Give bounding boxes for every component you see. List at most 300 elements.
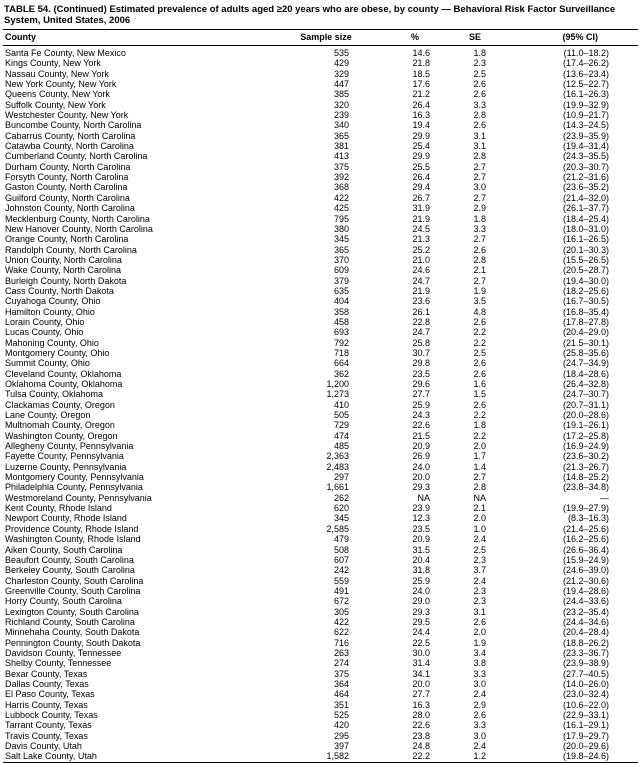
ci-cell: (11.0–18.2) xyxy=(563,48,609,58)
se-cell: 2.2 xyxy=(473,430,486,441)
percent-cell: 20.0 xyxy=(412,472,430,483)
county-cell: Oklahoma County, Oklahoma xyxy=(5,379,123,389)
percent-cell: 24.7 xyxy=(412,275,430,286)
sample-size-cell: 263 xyxy=(333,647,349,658)
table-row xyxy=(3,224,638,234)
county-cell: Travis County, Texas xyxy=(5,730,88,741)
se-cell: 2.5 xyxy=(473,347,486,358)
se-cell: 3.1 xyxy=(473,606,486,617)
ci-cell: (24.7–34.9) xyxy=(562,358,609,369)
percent-cell: 21.8 xyxy=(412,58,430,69)
ci-cell: (19.4–30.0) xyxy=(562,275,609,286)
sample-size-cell: 607 xyxy=(333,554,349,565)
prevalence-table xyxy=(3,30,638,763)
ci-cell: (18.4–25.4) xyxy=(562,213,609,224)
county-cell: Forsyth County, North Carolina xyxy=(5,172,129,183)
table-row xyxy=(3,100,638,110)
sample-size-cell: 479 xyxy=(333,534,349,545)
se-cell: 1.4 xyxy=(473,461,486,472)
percent-cell: 24.0 xyxy=(412,585,430,596)
percent-cell: 30.7 xyxy=(412,347,430,358)
sample-size-cell: 385 xyxy=(333,89,349,100)
sample-size-cell: 368 xyxy=(333,182,349,193)
sample-size-cell: 370 xyxy=(333,254,349,265)
se-cell: 2.9 xyxy=(473,699,486,710)
sample-size-cell: 397 xyxy=(333,741,349,752)
county-cell: Lexington County, South Carolina xyxy=(5,606,139,617)
county-cell: Mahoning County, Ohio xyxy=(5,337,99,348)
table-row xyxy=(3,410,638,420)
se-cell: 2.1 xyxy=(473,265,486,276)
percent-cell: 14.6 xyxy=(412,48,430,58)
ci-cell: (20.7–31.1) xyxy=(562,399,609,410)
ci-cell: (23.9–38.9) xyxy=(562,658,609,669)
percent-cell: 16.3 xyxy=(412,699,430,710)
se-cell: 2.0 xyxy=(473,441,486,452)
table-row xyxy=(3,493,638,503)
se-cell: 3.3 xyxy=(473,720,486,731)
table-row xyxy=(3,131,638,141)
county-cell: Lucas County, Ohio xyxy=(5,327,84,338)
ci-cell: — xyxy=(600,492,609,503)
sample-size-cell: 729 xyxy=(333,420,349,431)
table-row xyxy=(3,658,638,668)
sample-size-cell: 1,200 xyxy=(326,379,349,389)
se-cell: 2.6 xyxy=(473,89,486,100)
ci-cell: (24.4–33.6) xyxy=(562,596,609,607)
sample-size-cell: 474 xyxy=(333,430,349,441)
se-cell: 1.5 xyxy=(473,389,486,400)
county-cell: Guilford County, North Carolina xyxy=(5,192,130,203)
county-cell: Montgomery County, Pennsylvania xyxy=(5,472,144,483)
percent-cell: 31.9 xyxy=(412,203,430,214)
county-cell: Kings County, New York xyxy=(5,58,101,69)
percent-cell: 24.8 xyxy=(412,741,430,752)
ci-cell: (16.2–25.6) xyxy=(562,534,609,545)
ci-cell: (16.1–26.3) xyxy=(562,89,609,100)
county-cell: Salt Lake County, Utah xyxy=(5,751,97,762)
ci-cell: (19.9–32.9) xyxy=(562,99,609,110)
table-row xyxy=(3,79,638,89)
county-cell: Orange County, North Carolina xyxy=(5,234,129,245)
table-row xyxy=(3,472,638,482)
sample-size-cell: 375 xyxy=(333,668,349,679)
sample-size-cell: 420 xyxy=(333,720,349,731)
se-cell: 2.3 xyxy=(473,554,486,565)
ci-cell: (10.6–22.0) xyxy=(562,699,609,710)
table-row xyxy=(3,182,638,192)
county-cell: Lane County, Oregon xyxy=(5,410,91,421)
se-cell: 2.3 xyxy=(473,596,486,607)
se-cell: 2.2 xyxy=(473,337,486,348)
sample-size-cell: 242 xyxy=(333,565,349,576)
ci-cell: (16.1–26.5) xyxy=(562,234,609,245)
percent-cell: 26.7 xyxy=(412,192,430,203)
county-cell: Davis County, Utah xyxy=(5,741,82,752)
ci-cell: (18.8–26.2) xyxy=(562,637,609,648)
percent-cell: 29.0 xyxy=(412,596,430,607)
ci-cell: (15.9–24.9) xyxy=(562,554,609,565)
table-row xyxy=(3,276,638,286)
ci-cell: (19.9–27.9) xyxy=(562,503,609,514)
percent-cell: 26.1 xyxy=(412,306,430,317)
se-cell: 2.8 xyxy=(473,110,486,121)
sample-size-cell: 422 xyxy=(333,192,349,203)
sample-size-cell: 447 xyxy=(333,79,349,90)
sample-size-cell: 362 xyxy=(333,368,349,379)
county-cell: Hamilton County, Ohio xyxy=(5,306,95,317)
ci-cell: (22.9–33.1) xyxy=(562,710,609,720)
sample-size-cell: 351 xyxy=(333,699,349,710)
sample-size-cell: 505 xyxy=(333,410,349,421)
se-cell: 2.0 xyxy=(473,513,486,524)
se-cell: 1.9 xyxy=(473,285,486,296)
sample-size-cell: 305 xyxy=(333,606,349,617)
county-cell: Cleveland County, Oklahoma xyxy=(5,368,122,379)
ci-cell: (24.4–34.6) xyxy=(562,616,609,627)
table-title: TABLE 54. (Continued) Estimated prevalence of adults aged ≥20 years who are obese, by county — Behavioral Risk Factor Surveillance System, United States, 2006 xyxy=(3,2,638,30)
sample-size-cell: 672 xyxy=(333,596,349,607)
table-row xyxy=(3,431,638,441)
percent-cell: 26.4 xyxy=(412,172,430,183)
percent-cell: 22.6 xyxy=(412,420,430,431)
county-cell: Catawba County, North Carolina xyxy=(5,141,134,152)
ci-cell: (16.9–24.9) xyxy=(562,441,609,452)
se-cell: 3.8 xyxy=(473,658,486,669)
sample-size-cell: 718 xyxy=(333,347,349,358)
ci-cell: (26.4–32.8) xyxy=(562,379,609,389)
se-cell: 2.6 xyxy=(473,710,486,720)
sample-size-cell: 340 xyxy=(333,120,349,131)
se-cell: 4.8 xyxy=(473,306,486,317)
percent-cell: 31.8 xyxy=(412,565,430,576)
county-cell: Pennington County, South Dakota xyxy=(5,637,141,648)
county-cell: Queens County, New York xyxy=(5,89,110,100)
ci-cell: (18.4–28.6) xyxy=(562,368,609,379)
ci-cell: (16.1–29.1) xyxy=(562,720,609,731)
table-row xyxy=(3,638,638,648)
county-cell: Multnomah County, Oregon xyxy=(5,420,115,431)
percent-cell: 21.3 xyxy=(412,234,430,245)
table-head xyxy=(3,30,638,46)
table-row xyxy=(3,358,638,368)
se-cell: 3.0 xyxy=(473,678,486,689)
percent-cell: 20.9 xyxy=(412,441,430,452)
sample-size-cell: 458 xyxy=(333,316,349,327)
county-cell: Greenville County, South Carolina xyxy=(5,585,141,596)
table-row xyxy=(3,503,638,513)
county-cell: Washington County, Oregon xyxy=(5,430,118,441)
col-header-sample-size: Sample size xyxy=(299,30,353,46)
county-cell: New Hanover County, North Carolina xyxy=(5,223,153,234)
se-cell: 2.5 xyxy=(473,68,486,79)
county-cell: Charleston County, South Carolina xyxy=(5,575,144,586)
county-cell: Westchester County, New York xyxy=(5,110,129,121)
table-row xyxy=(3,327,638,337)
ci-cell: (23.6–35.2) xyxy=(562,182,609,193)
table-row xyxy=(3,379,638,389)
table-row xyxy=(3,565,638,575)
table-row xyxy=(3,710,638,720)
se-cell: 2.4 xyxy=(473,741,486,752)
table-row xyxy=(3,46,638,59)
county-cell: Cumberland County, North Carolina xyxy=(5,151,148,162)
se-cell: 2.6 xyxy=(473,120,486,131)
percent-cell: 22.6 xyxy=(412,720,430,731)
sample-size-cell: 664 xyxy=(333,358,349,369)
ci-cell: (23.0–32.4) xyxy=(562,689,609,700)
ci-cell: (18.2–25.6) xyxy=(562,285,609,296)
percent-cell: 16.3 xyxy=(412,110,430,121)
ci-cell: (23.6–30.2) xyxy=(562,451,609,462)
county-cell: Philadelphia County, Pennsylvania xyxy=(5,482,143,493)
percent-cell: 22.8 xyxy=(412,316,430,327)
county-cell: Providence County, Rhode Island xyxy=(5,523,139,534)
ci-cell: (20.0–29.6) xyxy=(562,741,609,752)
table-row xyxy=(3,513,638,523)
sample-size-cell: 2,363 xyxy=(326,451,349,462)
ci-cell: (23.9–35.9) xyxy=(562,130,609,141)
col-header-county: County xyxy=(3,30,299,46)
county-cell: Davidson County, Tennessee xyxy=(5,647,122,658)
percent-cell: NA xyxy=(417,492,430,503)
sample-size-cell: 693 xyxy=(333,327,349,338)
percent-cell: 23.8 xyxy=(412,730,430,741)
table-row xyxy=(3,172,638,182)
table-row xyxy=(3,58,638,68)
ci-cell: (20.4–28.4) xyxy=(562,627,609,638)
table-row xyxy=(3,369,638,379)
table-row xyxy=(3,234,638,244)
ci-cell: (20.1–30.3) xyxy=(562,244,609,255)
sample-size-cell: 1,661 xyxy=(326,482,349,493)
table-row xyxy=(3,389,638,399)
percent-cell: 25.4 xyxy=(412,141,430,152)
county-cell: Randolph County, North Carolina xyxy=(5,244,137,255)
sample-size-cell: 2,585 xyxy=(326,523,349,534)
sample-size-cell: 535 xyxy=(333,48,349,58)
table-row xyxy=(3,482,638,492)
table-row xyxy=(3,669,638,679)
percent-cell: 29.6 xyxy=(412,379,430,389)
se-cell: 3.3 xyxy=(473,223,486,234)
se-cell: 2.2 xyxy=(473,327,486,338)
se-cell: 2.8 xyxy=(473,482,486,493)
ci-cell: (19.4–31.4) xyxy=(562,141,609,152)
se-cell: 2.6 xyxy=(473,244,486,255)
county-cell: Horry County, South Carolina xyxy=(5,596,122,607)
se-cell: 1.9 xyxy=(473,637,486,648)
ci-cell: (20.3–30.7) xyxy=(562,161,609,172)
county-cell: Santa Fe County, New Mexico xyxy=(5,48,126,58)
table-row xyxy=(3,286,638,296)
se-cell: 1.7 xyxy=(473,451,486,462)
sample-size-cell: 239 xyxy=(333,110,349,121)
county-cell: Westmoreland County, Pennsylvania xyxy=(5,492,152,503)
se-cell: 1.0 xyxy=(473,523,486,534)
se-cell: 3.4 xyxy=(473,647,486,658)
county-cell: Buncombe County, North Carolina xyxy=(5,120,142,131)
percent-cell: 25.9 xyxy=(412,575,430,586)
se-cell: 2.3 xyxy=(473,585,486,596)
se-cell: 2.7 xyxy=(473,472,486,483)
table-row xyxy=(3,576,638,586)
percent-cell: 27.7 xyxy=(412,389,430,400)
percent-cell: 25.5 xyxy=(412,161,430,172)
se-cell: 2.6 xyxy=(473,368,486,379)
col-header-percent: % xyxy=(353,30,433,46)
county-cell: Clackamas County, Oregon xyxy=(5,399,115,410)
percent-cell: 29.5 xyxy=(412,616,430,627)
table-header-row xyxy=(3,30,638,46)
ci-cell: (19.1–26.1) xyxy=(562,420,609,431)
percent-cell: 29.9 xyxy=(412,151,430,162)
percent-cell: 25.8 xyxy=(412,337,430,348)
table-row xyxy=(3,741,638,751)
table-row xyxy=(3,596,638,606)
table-row xyxy=(3,245,638,255)
county-cell: Kent County, Rhode Island xyxy=(5,503,112,514)
table-row xyxy=(3,524,638,534)
sample-size-cell: 392 xyxy=(333,172,349,183)
table-row xyxy=(3,214,638,224)
percent-cell: 29.3 xyxy=(412,482,430,493)
sample-size-cell: 345 xyxy=(333,234,349,245)
ci-cell: (23.2–35.4) xyxy=(562,606,609,617)
ci-cell: (20.0–28.6) xyxy=(562,410,609,421)
percent-cell: 21.9 xyxy=(412,213,430,224)
table-row xyxy=(3,162,638,172)
se-cell: 2.7 xyxy=(473,275,486,286)
ci-cell: (17.9–29.7) xyxy=(562,730,609,741)
county-cell: El Paso County, Texas xyxy=(5,689,95,700)
table-row xyxy=(3,317,638,327)
sample-size-cell: 792 xyxy=(333,337,349,348)
ci-cell: (15.5–26.5) xyxy=(562,254,609,265)
percent-cell: 18.5 xyxy=(412,68,430,79)
county-cell: Richland County, South Carolina xyxy=(5,616,135,627)
table-body xyxy=(3,46,638,763)
county-cell: New York County, New York xyxy=(5,79,117,90)
sample-size-cell: 410 xyxy=(333,399,349,410)
se-cell: 3.1 xyxy=(473,141,486,152)
percent-cell: 17.6 xyxy=(412,79,430,90)
percent-cell: 22.2 xyxy=(412,751,430,762)
ci-cell: (17.2–25.8) xyxy=(562,430,609,441)
percent-cell: 31.4 xyxy=(412,658,430,669)
county-cell: Nassau County, New York xyxy=(5,68,109,79)
percent-cell: 25.2 xyxy=(412,244,430,255)
table-row xyxy=(3,69,638,79)
ci-cell: (17.4–26.2) xyxy=(562,58,609,69)
ci-cell: (24.7–30.7) xyxy=(562,389,609,400)
ci-cell: (18.0–31.0) xyxy=(562,223,609,234)
sample-size-cell: 381 xyxy=(333,141,349,152)
table-row xyxy=(3,400,638,410)
percent-cell: 29.8 xyxy=(412,358,430,369)
se-cell: 1.8 xyxy=(473,213,486,224)
county-cell: Lorain County, Ohio xyxy=(5,316,85,327)
se-cell: 1.2 xyxy=(473,751,486,762)
county-cell: Luzerne County, Pennsylvania xyxy=(5,461,127,472)
table-row xyxy=(3,441,638,451)
county-cell: Tulsa County, Oklahoma xyxy=(5,389,104,400)
se-cell: 2.6 xyxy=(473,316,486,327)
ci-cell: (23.8–34.8) xyxy=(562,482,609,493)
ci-cell: (21.2–31.6) xyxy=(562,172,609,183)
sample-size-cell: 404 xyxy=(333,296,349,307)
ci-cell: (21.4–32.0) xyxy=(562,192,609,203)
county-cell: Suffolk County, New York xyxy=(5,99,106,110)
se-cell: NA xyxy=(473,492,486,503)
county-cell: Mecklenburg County, North Carolina xyxy=(5,213,150,224)
percent-cell: 24.4 xyxy=(412,627,430,638)
se-cell: 2.4 xyxy=(473,534,486,545)
table-row xyxy=(3,451,638,461)
ci-cell: (21.3–26.7) xyxy=(562,461,609,472)
table-row xyxy=(3,586,638,596)
table-row xyxy=(3,151,638,161)
ci-cell: (19.4–28.6) xyxy=(562,585,609,596)
table-row xyxy=(3,141,638,151)
percent-cell: 24.5 xyxy=(412,223,430,234)
county-cell: Aiken County, South Carolina xyxy=(5,544,123,555)
sample-size-cell: 329 xyxy=(333,68,349,79)
table-row xyxy=(3,296,638,306)
table-row xyxy=(3,110,638,120)
se-cell: 2.4 xyxy=(473,575,486,586)
sample-size-cell: 320 xyxy=(333,99,349,110)
sample-size-cell: 262 xyxy=(333,492,349,503)
se-cell: 2.7 xyxy=(473,234,486,245)
sample-size-cell: 413 xyxy=(333,151,349,162)
se-cell: 3.3 xyxy=(473,668,486,679)
sample-size-cell: 622 xyxy=(333,627,349,638)
county-cell: Newport County, Rhode Island xyxy=(5,513,127,524)
se-cell: 2.7 xyxy=(473,161,486,172)
sample-size-cell: 274 xyxy=(333,658,349,669)
percent-cell: 26.9 xyxy=(412,451,430,462)
county-cell: Cuyahoga County, Ohio xyxy=(5,296,101,307)
sample-size-cell: 422 xyxy=(333,616,349,627)
percent-cell: 23.5 xyxy=(412,523,430,534)
sample-size-cell: 716 xyxy=(333,637,349,648)
county-cell: Washington County, Rhode Island xyxy=(5,534,141,545)
sample-size-cell: 345 xyxy=(333,513,349,524)
sample-size-cell: 1,273 xyxy=(326,389,349,400)
percent-cell: 28.0 xyxy=(412,710,430,720)
table-row xyxy=(3,648,638,658)
percent-cell: 24.7 xyxy=(412,327,430,338)
ci-cell: (8.3–16.3) xyxy=(567,513,609,524)
se-cell: 2.5 xyxy=(473,544,486,555)
ci-cell: (14.0–26.0) xyxy=(562,678,609,689)
percent-cell: 26.4 xyxy=(412,99,430,110)
table-row xyxy=(3,627,638,637)
percent-cell: 27.7 xyxy=(412,689,430,700)
county-cell: Summit County, Ohio xyxy=(5,358,90,369)
percent-cell: 30.0 xyxy=(412,647,430,658)
table-row xyxy=(3,338,638,348)
sample-size-cell: 795 xyxy=(333,213,349,224)
ci-cell: (13.6–23.4) xyxy=(562,68,609,79)
se-cell: 2.8 xyxy=(473,151,486,162)
table-row xyxy=(3,555,638,565)
percent-cell: 29.9 xyxy=(412,130,430,141)
percent-cell: 20.0 xyxy=(412,678,430,689)
ci-cell: (23.3–36.7) xyxy=(562,647,609,658)
se-cell: 3.0 xyxy=(473,730,486,741)
